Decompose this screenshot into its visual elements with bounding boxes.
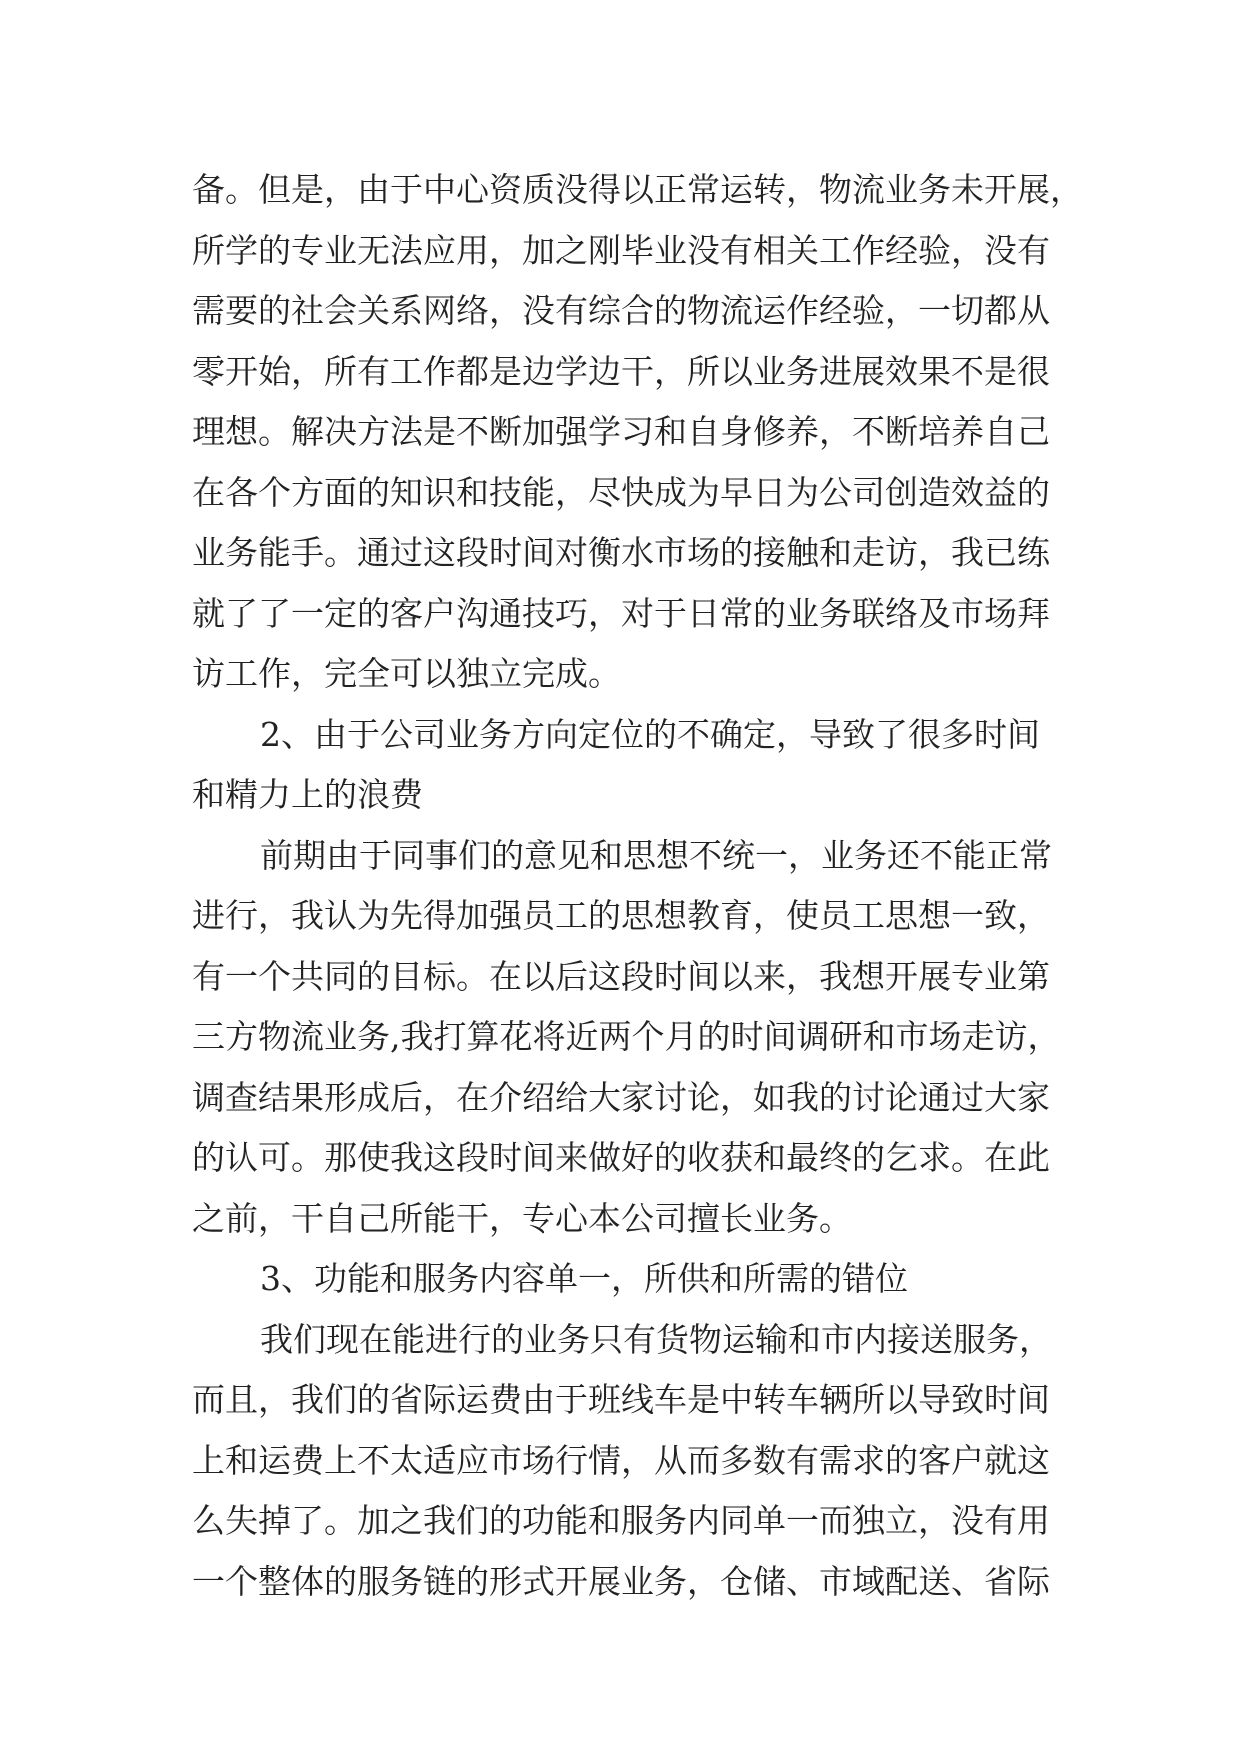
- text-line: 上和运费上不太适应市场行情，从而多数有需求的客户就这: [192, 1440, 1050, 1480]
- text-line: 有一个共同的目标。在以后这段时间以来，我想开展专业第: [192, 956, 1050, 996]
- text-line: 理想。解决方法是不断加强学习和自身修养，不断培养自己: [192, 412, 1050, 451]
- text-line: 在各个方面的知识和技能，尽快成为早日为公司创造效益的: [192, 472, 1050, 512]
- text-line: 而且，我们的省际运费由于班线车是中转车辆所以导致时间: [192, 1380, 1050, 1419]
- text-line: 零开始，所有工作都是边学边干，所以业务进展效果不是很: [192, 351, 1050, 391]
- text-line: 和精力上的浪费: [192, 775, 423, 814]
- text-line: 三方物流业务,我打算花将近两个月的时间调研和市场走访，: [192, 1017, 1061, 1056]
- text-line: 么失掉了。加之我们的功能和服务内同单一而独立，没有用: [192, 1501, 1050, 1540]
- text-line: 业务能手。通过这段时间对衡水市场的接触和走访，我已练: [192, 533, 1050, 572]
- text-line: 访工作，完全可以独立完成。: [192, 654, 621, 693]
- text-line: 备。但是，由于中心资质没得以正常运转，物流业务未开展，: [192, 170, 1083, 209]
- text-line: 之前，干自己所能干，专心本公司擅长业务。: [192, 1198, 852, 1238]
- text-line: 需要的社会关系网络，没有综合的物流运作经验，一切都从: [192, 291, 1050, 330]
- paragraph-first-line: 3、功能和服务内容单一，所供和所需的错位: [260, 1259, 908, 1298]
- text-line: 的认可。那使我这段时间来做好的收获和最终的乞求。在此: [192, 1138, 1050, 1177]
- paragraph-first-line: 我们现在能进行的业务只有货物运输和市内接送服务，: [260, 1319, 1052, 1359]
- text-line: 进行，我认为先得加强员工的思想教育，使员工思想一致，: [192, 896, 1050, 935]
- text-line: 一个整体的服务链的形式开展业务，仓储、市域配送、省际: [192, 1561, 1050, 1601]
- text-line: 所学的专业无法应用，加之刚毕业没有相关工作经验，没有: [192, 230, 1050, 270]
- paragraph-first-line: 2、由于公司业务方向定位的不确定，导致了很多时间: [260, 714, 1040, 754]
- paragraph-first-line: 前期由于同事们的意见和思想不统一，业务还不能正常: [260, 835, 1052, 875]
- body-text: [192, 160, 1083, 1612]
- text-line: 就了了一定的客户沟通技巧，对于日常的业务联络及市场拜: [192, 593, 1050, 633]
- text-line: 调查结果形成后，在介绍给大家讨论，如我的讨论通过大家: [192, 1077, 1050, 1117]
